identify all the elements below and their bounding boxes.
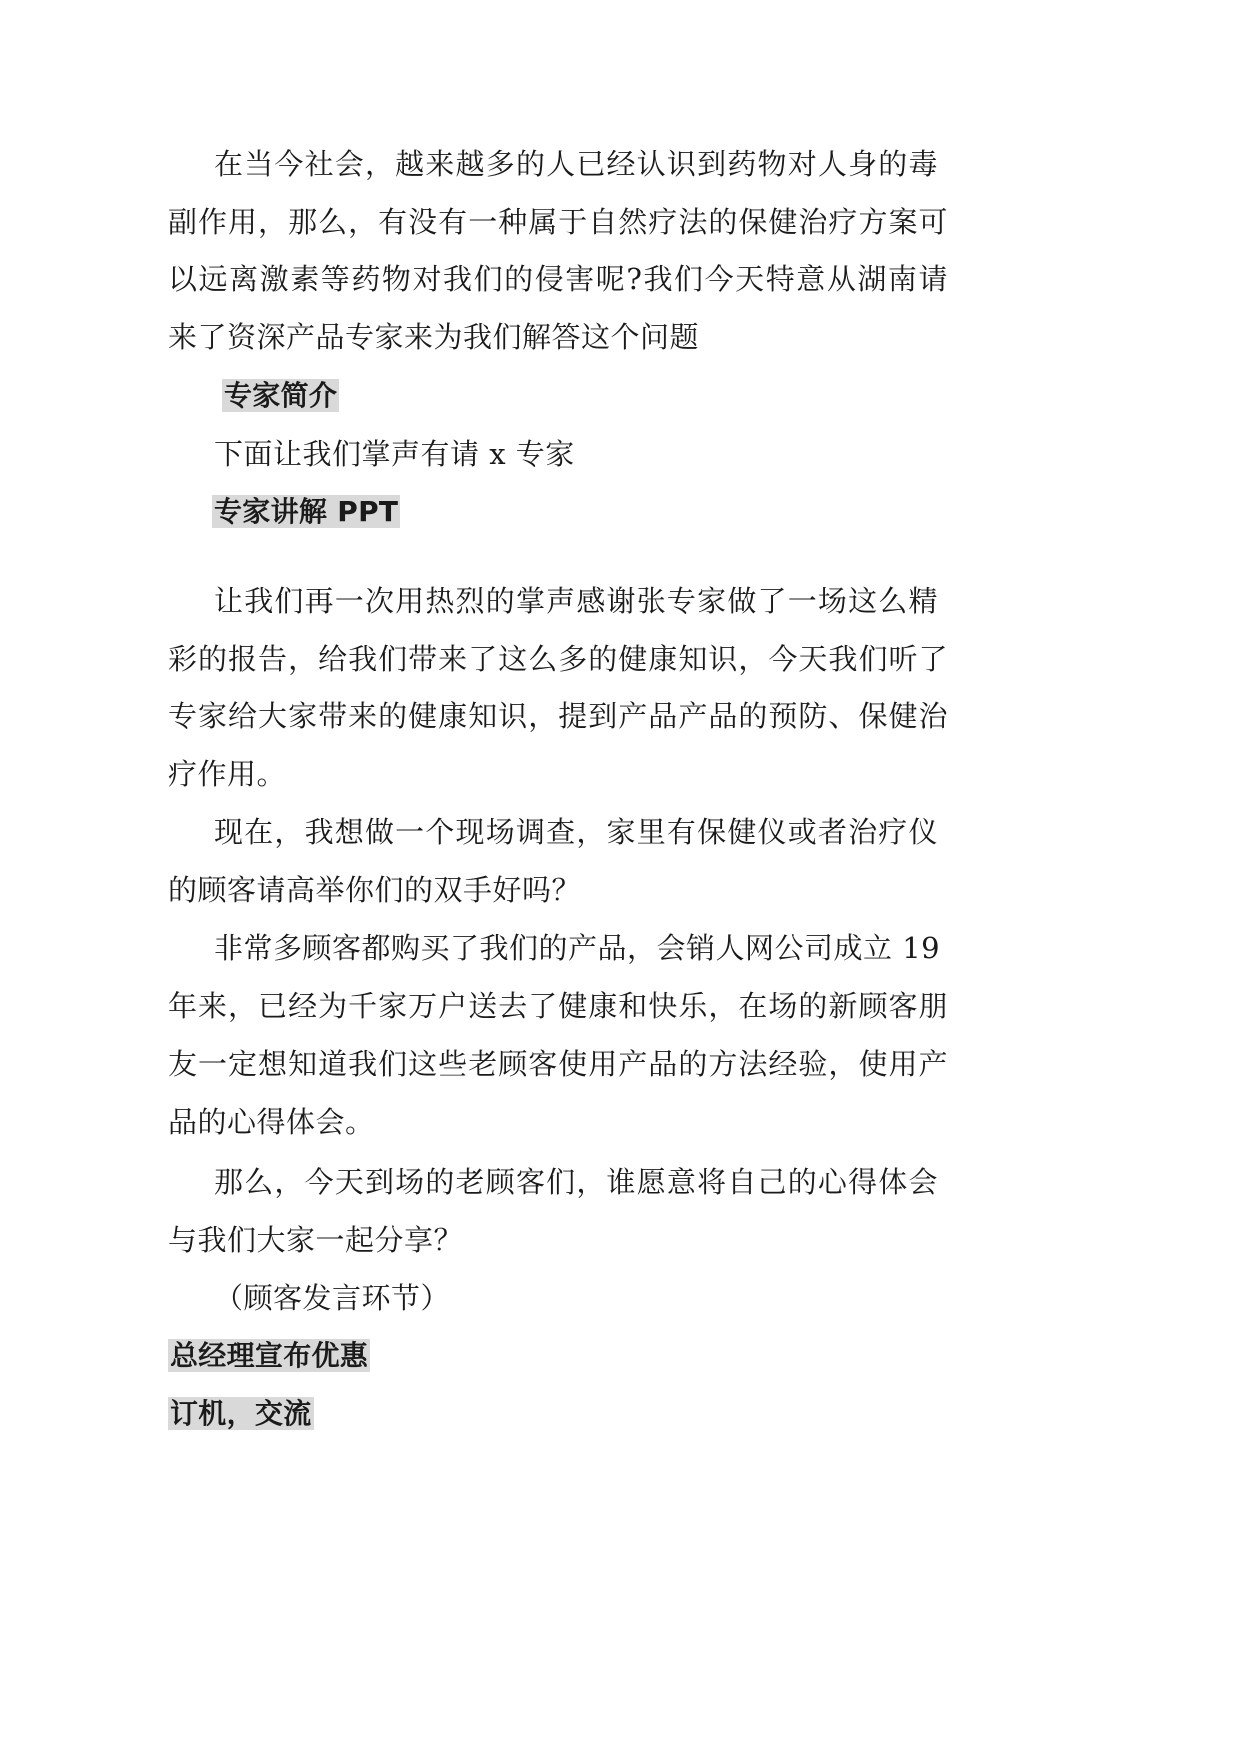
heading-expert-ppt-text: 专家讲解 PPT — [214, 495, 399, 528]
heading-order-exchange — [168, 1392, 314, 1436]
para5-line-1: 那么，今天到场的老顾客们，谁愿意将自己的心得体会 — [214, 1165, 938, 1199]
para2-line-3: 专家给大家带来的健康知识，提到产品产品的预防、保健治 — [168, 699, 948, 733]
heading-order-exchange-text: 订机，交流 — [170, 1397, 312, 1430]
para3-line-1: 现在，我想做一个现场调查，家里有保健仪或者治疗仪 — [214, 815, 938, 849]
para5-line-2: 与我们大家一起分享？ — [168, 1223, 464, 1257]
para4-line-2: 年来，已经为千家万户送去了健康和快乐，在场的新顾客朋 — [168, 989, 948, 1023]
heading-gm-offer — [168, 1334, 370, 1378]
heading-expert-intro-text: 专家简介 — [224, 379, 338, 412]
heading-expert-intro — [222, 374, 339, 418]
para3-line-2: 的顾客请高举你们的双手好吗？ — [168, 873, 582, 907]
heading-expert-ppt — [212, 490, 400, 534]
para2-line-2: 彩的报告，给我们带来了这么多的健康知识，今天我们听了 — [168, 642, 948, 676]
para1-line-3: 以远离激素等药物对我们的侵害呢?我们今天特意从湖南请 — [168, 262, 948, 296]
para1-line-1: 在当今社会，越来越多的人已经认识到药物对人身的毒 — [214, 147, 938, 181]
para2-line-4: 疗作用。 — [168, 757, 287, 791]
applause-line: 下面让我们掌声有请 x 专家 — [214, 437, 575, 471]
customer-speech-note: （顾客发言环节） — [214, 1281, 451, 1315]
para4-line-4: 品的心得体会。 — [168, 1105, 375, 1139]
para4-line-3: 友一定想知道我们这些老顾客使用产品的方法经验，使用产 — [168, 1047, 948, 1081]
para1-line-4: 来了资深产品专家来为我们解答这个问题 — [168, 320, 700, 354]
para4-line-1: 非常多顾客都购买了我们的产品，会销人网公司成立 19 — [214, 931, 941, 965]
para1-line-2: 副作用，那么，有没有一种属于自然疗法的保健治疗方案可 — [168, 205, 948, 239]
para2-line-1: 让我们再一次用热烈的掌声感谢张专家做了一场这么精 — [214, 584, 938, 618]
heading-gm-offer-text: 总经理宣布优惠 — [170, 1339, 369, 1372]
